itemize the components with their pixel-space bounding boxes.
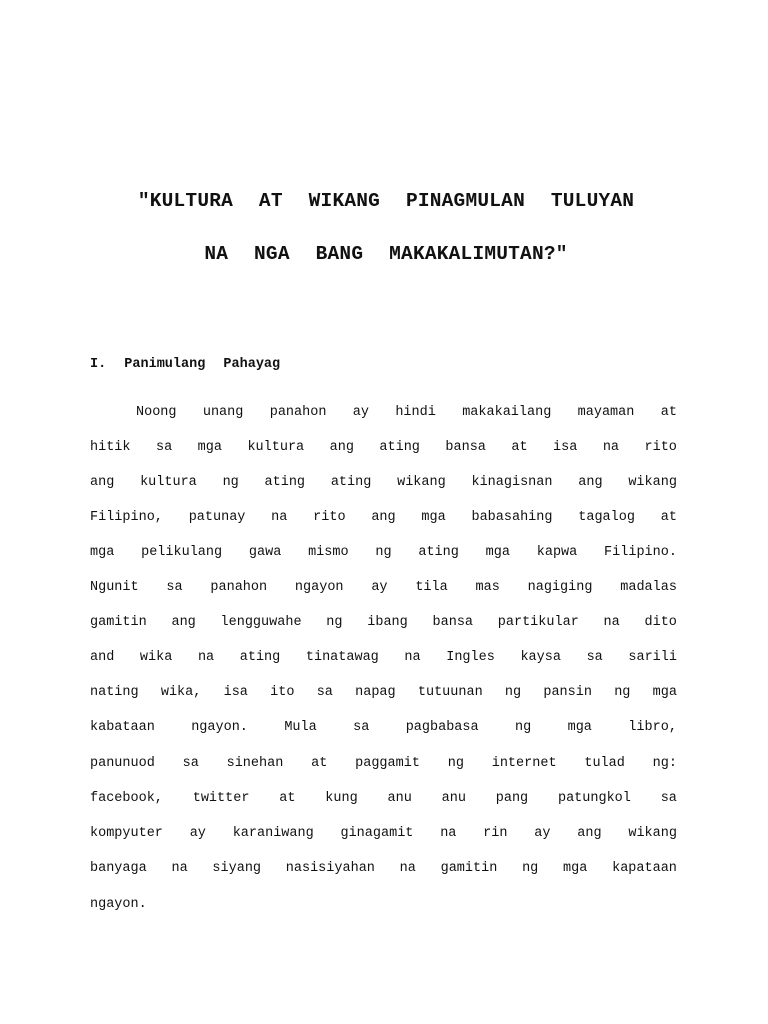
word: sa	[182, 756, 199, 771]
word: mga	[567, 720, 592, 735]
word: kapataan	[612, 861, 677, 876]
word: partikular	[497, 615, 579, 630]
word: ngayon	[294, 580, 344, 595]
word: tutuunan	[417, 685, 483, 700]
word: anu	[441, 791, 466, 806]
word: nagiging	[527, 580, 593, 595]
word: at	[279, 791, 296, 806]
word: dito	[644, 615, 677, 630]
document-title-line-1: "KULTURA AT WIKANG PINAGMULAN TULUYAN	[137, 190, 635, 212]
paragraph-line	[90, 510, 677, 525]
word: wikang	[628, 826, 677, 841]
word: mga	[563, 861, 588, 876]
word: panahon	[210, 580, 268, 595]
word: libro,	[628, 720, 677, 735]
word: kung	[325, 791, 358, 806]
word: bansa	[432, 615, 474, 630]
word: internet	[491, 756, 557, 771]
word: wika,	[160, 685, 202, 700]
word: ginagamit	[340, 826, 414, 841]
word: ng	[504, 685, 522, 700]
paragraph-line	[90, 475, 677, 490]
word: ng	[522, 861, 539, 876]
word: nating	[90, 685, 139, 700]
paragraph-line	[90, 720, 677, 735]
word: ating	[239, 650, 281, 665]
word: ay	[352, 405, 369, 420]
paragraph-line	[90, 826, 677, 841]
word: mga	[197, 440, 222, 455]
word: at	[511, 440, 528, 455]
word: madalas	[620, 580, 677, 595]
word: patunay	[188, 510, 246, 525]
word: mas	[475, 580, 500, 595]
word: sa	[316, 685, 333, 700]
word: gamitin	[90, 615, 147, 630]
word: wikang	[628, 475, 677, 490]
word: ating	[379, 440, 420, 455]
word: wika	[139, 650, 173, 665]
word: ng	[222, 475, 239, 490]
word: lengguwahe	[220, 615, 302, 630]
word: Noong	[136, 405, 177, 420]
paragraph-line	[136, 405, 677, 420]
word: mga	[421, 510, 446, 525]
word: tinatawag	[305, 650, 379, 665]
word: mayaman	[577, 405, 635, 420]
word: hindi	[395, 405, 436, 420]
word: ang	[578, 475, 603, 490]
word: at	[311, 756, 328, 771]
word: sa	[166, 580, 183, 595]
word: kabataan	[90, 720, 155, 735]
word: na	[271, 510, 288, 525]
word: ay	[371, 580, 388, 595]
word: pagbabasa	[405, 720, 479, 735]
word: mismo	[308, 545, 349, 560]
word: na	[603, 615, 620, 630]
word: and	[90, 650, 115, 665]
word: ang	[371, 510, 396, 525]
word: ng	[614, 685, 631, 700]
word: rin	[483, 826, 508, 841]
word: patungkol	[557, 791, 631, 806]
word: napag	[355, 685, 396, 700]
paragraph-line	[90, 580, 677, 595]
word: panahon	[269, 405, 327, 420]
word: pelikulang	[141, 545, 223, 560]
word: paggamit	[355, 756, 420, 771]
word: ngayon.	[191, 720, 248, 735]
word: banyaga	[90, 861, 147, 876]
word: Filipino,	[90, 510, 163, 525]
word: mga	[485, 545, 510, 560]
word: ng:	[652, 756, 677, 771]
word: gawa	[248, 545, 282, 560]
word: sa	[586, 650, 603, 665]
word: ng	[375, 545, 392, 560]
section-heading: I. Panimulang Pahayag	[90, 357, 281, 372]
word: ating	[418, 545, 459, 560]
word: bansa	[445, 440, 486, 455]
word: ng	[447, 756, 464, 771]
word: ating	[330, 475, 372, 490]
word: Filipino.	[604, 545, 677, 560]
word: kultura	[140, 475, 197, 490]
word: pang	[495, 791, 529, 806]
paragraph-line	[90, 791, 677, 806]
word: gamitin	[440, 861, 498, 876]
word: ating	[264, 475, 306, 490]
word: facebook,	[90, 791, 163, 806]
word: rito	[644, 440, 677, 455]
word: hitik	[90, 440, 131, 455]
word: na	[197, 650, 215, 665]
word: sa	[660, 791, 677, 806]
word: sinehan	[226, 756, 284, 771]
word: mga	[90, 545, 115, 560]
word: kultura	[247, 440, 305, 455]
word: isa	[553, 440, 578, 455]
word: sa	[155, 440, 173, 455]
document-title-line-2: NA NGA BANG MAKAKALIMUTAN?"	[204, 243, 568, 265]
word: ang	[90, 475, 115, 490]
word: tagalog	[578, 510, 635, 525]
word: ibang	[367, 615, 408, 630]
word: Mula	[284, 720, 317, 735]
word: tila	[415, 580, 448, 595]
word: ay	[534, 826, 551, 841]
word: makakailang	[462, 405, 552, 420]
word: sa	[353, 720, 370, 735]
word: Ngunit	[90, 580, 139, 595]
word: ng	[326, 615, 343, 630]
word: wikang	[397, 475, 446, 490]
word: at	[660, 405, 677, 420]
word: ang	[171, 615, 196, 630]
word: tulad	[584, 756, 625, 771]
word: pansin	[543, 685, 592, 700]
paragraph-line	[90, 756, 677, 771]
word: na	[602, 440, 620, 455]
word: kinagisnan	[471, 475, 553, 490]
word: ng	[515, 720, 532, 735]
word: na	[171, 861, 188, 876]
paragraph-line	[90, 861, 677, 876]
word: ang	[329, 440, 354, 455]
paragraph-line	[90, 650, 677, 665]
paragraph-line	[90, 615, 677, 630]
word: ito	[270, 685, 295, 700]
word: rito	[313, 510, 346, 525]
word: panunuod	[90, 756, 155, 771]
paragraph-line: ngayon.	[90, 897, 147, 912]
word: at	[660, 510, 677, 525]
word: sarili	[628, 650, 677, 665]
word: mga	[652, 685, 677, 700]
word: nasisiyahan	[285, 861, 375, 876]
word: kompyuter	[90, 826, 163, 841]
word: kaysa	[520, 650, 561, 665]
word: ay	[189, 826, 206, 841]
word: anu	[387, 791, 412, 806]
word: ang	[577, 826, 602, 841]
word: isa	[223, 685, 248, 700]
word: babasahing	[471, 510, 553, 525]
word: na	[440, 826, 457, 841]
word: siyang	[212, 861, 262, 876]
paragraph-line	[90, 440, 677, 455]
word: Ingles	[446, 650, 495, 665]
word: twitter	[192, 791, 250, 806]
word: unang	[202, 405, 244, 420]
word: na	[399, 861, 416, 876]
word: kapwa	[536, 545, 578, 560]
word: karaniwang	[232, 826, 314, 841]
paragraph-line	[90, 685, 677, 700]
word: na	[404, 650, 421, 665]
paragraph-line	[90, 545, 677, 560]
